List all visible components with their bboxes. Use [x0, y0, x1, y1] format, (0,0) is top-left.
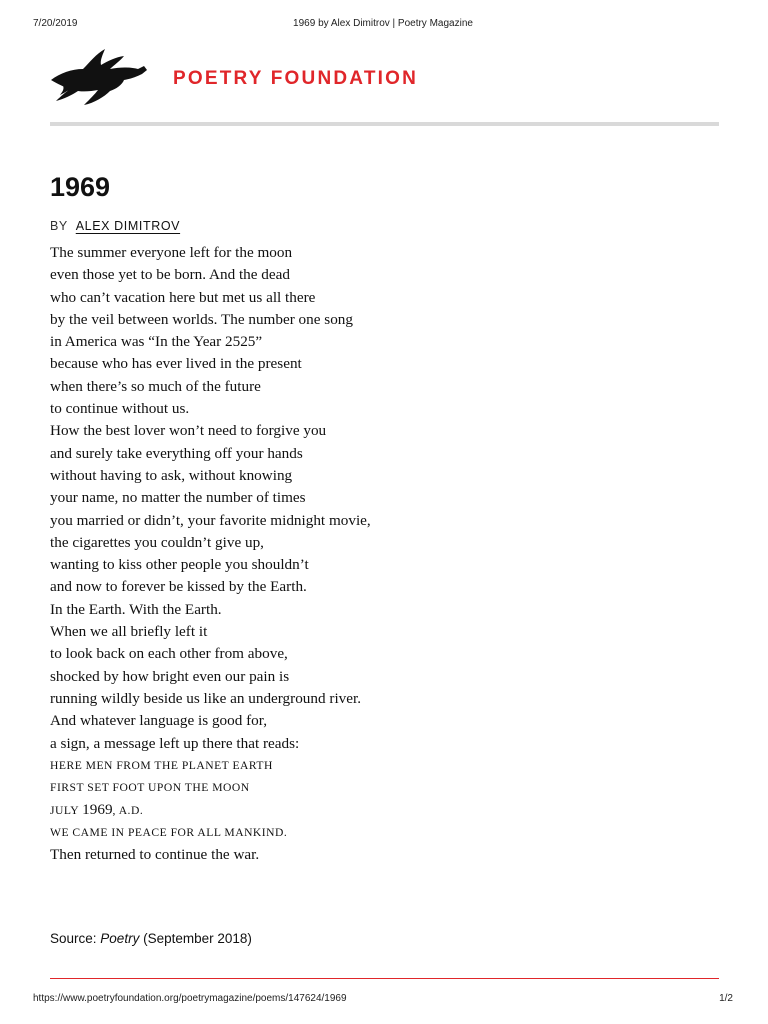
- poem-line: you married or didn’t, your favorite midnight movie,: [50, 511, 371, 529]
- poem-line: and now to forever be kissed by the Earth.: [50, 578, 307, 596]
- poem-line: your name, no matter the number of times: [50, 489, 306, 507]
- plaque-line: WE CAME IN PEACE FOR ALL MANKIND.: [50, 825, 288, 839]
- poem-line: shocked by how bright even our pain is: [50, 667, 290, 685]
- poem-line: to look back on each other from above,: [50, 645, 288, 663]
- plaque-line: FIRST SET FOOT UPON THE MOON: [50, 781, 250, 795]
- poem-line: who can’t vacation here but met us all there: [50, 288, 316, 306]
- poem-line: And whatever language is good for,: [50, 712, 268, 730]
- poem-line: even those yet to be born. And the dead: [50, 266, 290, 284]
- print-header: [33, 18, 733, 32]
- poem-line: by the veil between worlds. The number one song: [50, 310, 353, 328]
- page-number: 1/2: [719, 993, 733, 1004]
- poem-line: in America was “In the Year 2525”: [50, 333, 263, 351]
- poem-line: without having to ask, without knowing: [50, 466, 293, 484]
- poem-line: and surely take everything off your hands: [50, 444, 303, 462]
- print-date: 7/20/2019: [33, 18, 78, 29]
- poem-line: The summer everyone left for the moon: [50, 244, 293, 261]
- page-url: https://www.poetryfoundation.org/poetrymagazine/poems/147624/1969: [33, 993, 347, 1004]
- source-publication[interactable]: Poetry: [100, 931, 140, 946]
- plaque-month: JULY: [50, 804, 79, 818]
- source-citation: [50, 931, 252, 946]
- poem-line: the cigarettes you couldn’t give up,: [50, 533, 264, 551]
- header-divider: [50, 122, 719, 126]
- print-page-title: 1969 by Alex Dimitrov | Poetry Magazine: [293, 18, 473, 29]
- poem-line: In the Earth. With the Earth.: [50, 600, 222, 618]
- plaque-line: [50, 799, 710, 821]
- poem-title: 1969: [50, 172, 111, 202]
- footer-divider: [50, 978, 719, 979]
- poem-line: when there’s so much of the future: [50, 377, 261, 395]
- poem-line: a sign, a message left up there that reads:: [50, 734, 300, 752]
- poem-line: because who has ever lived in the present: [50, 355, 302, 373]
- pegasus-icon: [50, 47, 148, 107]
- source-issue: (September 2018): [143, 931, 252, 946]
- author-link[interactable]: ALEX DIMITROV: [75, 219, 181, 233]
- byline: [50, 219, 180, 233]
- by-label: BY: [50, 219, 68, 233]
- plaque-line: HERE MEN FROM THE PLANET EARTH: [50, 758, 273, 772]
- poem-line: How the best lover won’t need to forgive you: [50, 422, 327, 440]
- poem-line: wanting to kiss other people you shouldn’t: [50, 556, 309, 574]
- poem-line: When we all briefly left it: [50, 623, 208, 641]
- site-logo[interactable]: [50, 47, 450, 107]
- plaque-year: 1969: [82, 801, 113, 819]
- source-label: Source:: [50, 931, 97, 946]
- poem-final-line: Then returned to continue the war.: [50, 846, 260, 864]
- poem-line: running wildly beside us like an underground river.: [50, 689, 362, 707]
- print-footer: [33, 993, 733, 1007]
- brand-name: POETRY FOUNDATION: [173, 68, 418, 89]
- poem-line: to continue without us.: [50, 400, 190, 418]
- plaque-era: , A.D.: [112, 804, 144, 818]
- poem-body: [50, 242, 710, 866]
